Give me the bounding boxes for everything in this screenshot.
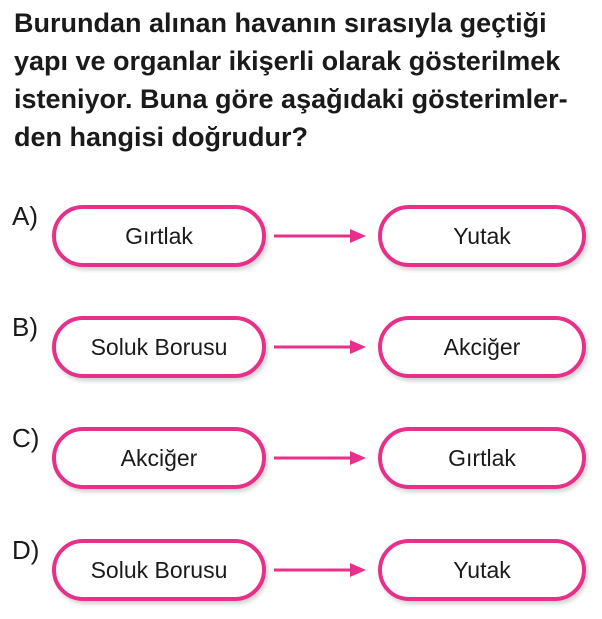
option-c-from-box: Akciğer — [52, 427, 266, 489]
option-letter: B) — [12, 312, 38, 342]
option-letter: D) — [12, 535, 40, 565]
option-letter: A) — [12, 201, 38, 231]
option-b-from-box: Soluk Borusu — [52, 316, 266, 378]
question-line: yapı ve organlar ikişerli olarak gösterilmek — [14, 46, 561, 76]
right-arrow-icon — [272, 561, 368, 579]
option-c-to-box: Gırtlak — [378, 427, 586, 489]
option-d-from-box: Soluk Borusu — [52, 539, 266, 601]
question-line: isteniyor. Buna göre aşağıdaki gösterimler- — [14, 84, 568, 114]
question-text — [14, 4, 594, 156]
option-b-to-box: Akciğer — [378, 316, 586, 378]
option-c[interactable] — [0, 423, 602, 503]
option-letter: C) — [12, 423, 40, 453]
right-arrow-icon — [272, 449, 368, 467]
option-a-from-box: Gırtlak — [52, 205, 266, 267]
option-d-to-box: Yutak — [378, 539, 586, 601]
right-arrow-icon — [272, 338, 368, 356]
question-line: Burundan alınan havanın sırasıyla geçtiği — [14, 8, 547, 38]
question-line: den hangisi doğrudur? — [14, 122, 308, 152]
right-arrow-icon — [272, 227, 368, 245]
option-a-to-box: Yutak — [378, 205, 586, 267]
option-b[interactable] — [0, 312, 602, 392]
option-d[interactable] — [0, 535, 602, 615]
option-a[interactable] — [0, 201, 602, 281]
